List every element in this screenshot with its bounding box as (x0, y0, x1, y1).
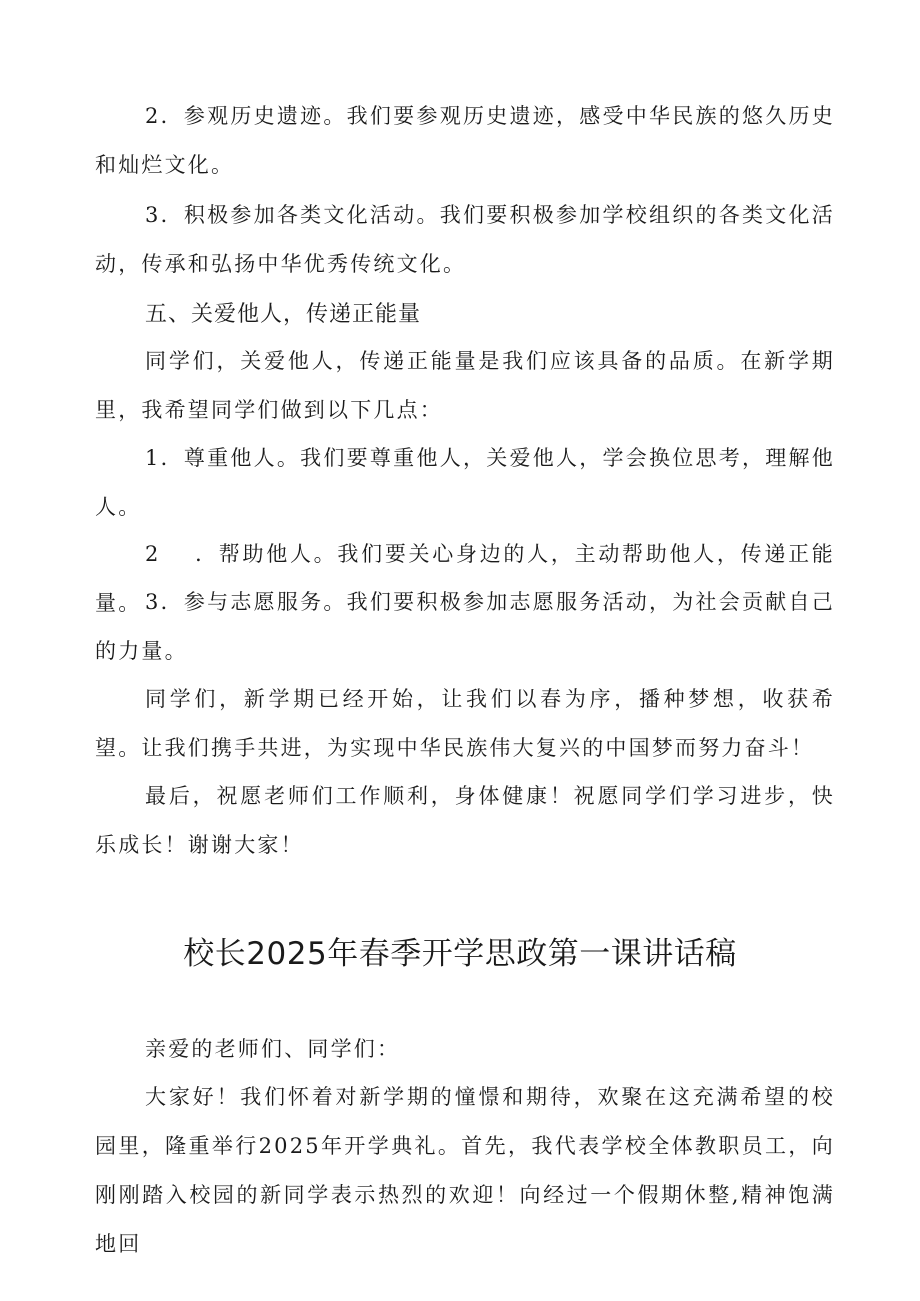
list-item-visit-historic-sites: 2．参观历史遗迹。我们要参观历史遗迹，感受中华民族的悠久历史和灿烂文化。 (95, 104, 835, 177)
opening-paragraph: 大家好！我们怀着对新学期的憧憬和期待，欢聚在这充满希望的校园里，隆重举行2025年开学典礼。首先，我代表学校全体教职员工，向刚刚踏入校园的新同学表示热烈的欢迎！向经过一个假期休整,精神饱满地回 (95, 1085, 835, 1256)
document-title: 校长2025年春季开学思政第一课讲话稿 (183, 936, 737, 972)
list-text: ．帮助他人。我们要关心身边的人，主动帮助他人，传递正能量。 (95, 542, 835, 615)
section-intro-paragraph: 同学们，关爱他人，传递正能量是我们应该具备的品质。在新学期里，我希望同学们做到以下几点： (95, 349, 835, 422)
list-number: 2 (145, 542, 161, 566)
closing-paragraph-2: 最后，祝愿老师们工作顺利，身体健康！祝愿同学们学习进步，快乐成长！谢谢大家！ (95, 784, 835, 857)
list-item-volunteer-service: 3．参与志愿服务。我们要积极参加志愿服务活动，为社会贡献自己的力量。 (95, 590, 835, 663)
closing-paragraph-1: 同学们，新学期已经开始，让我们以春为序，播种梦想，收获希望。让我们携手共进，为实现中华民族伟大复兴的中国梦而努力奋斗！ (95, 687, 835, 760)
list-item-cultural-activities: 3．积极参加各类文化活动。我们要积极参加学校组织的各类文化活动，传承和弘扬中华优秀传统文化。 (95, 203, 835, 276)
section-heading-care-for-others: 五、关爱他人，传递正能量 (145, 302, 422, 327)
greeting-paragraph: 亲爱的老师们、同学们： (145, 1037, 401, 1061)
list-item-respect-others: 1．尊重他人。我们要尊重他人，关爱他人，学会换位思考，理解他人。 (95, 446, 835, 519)
